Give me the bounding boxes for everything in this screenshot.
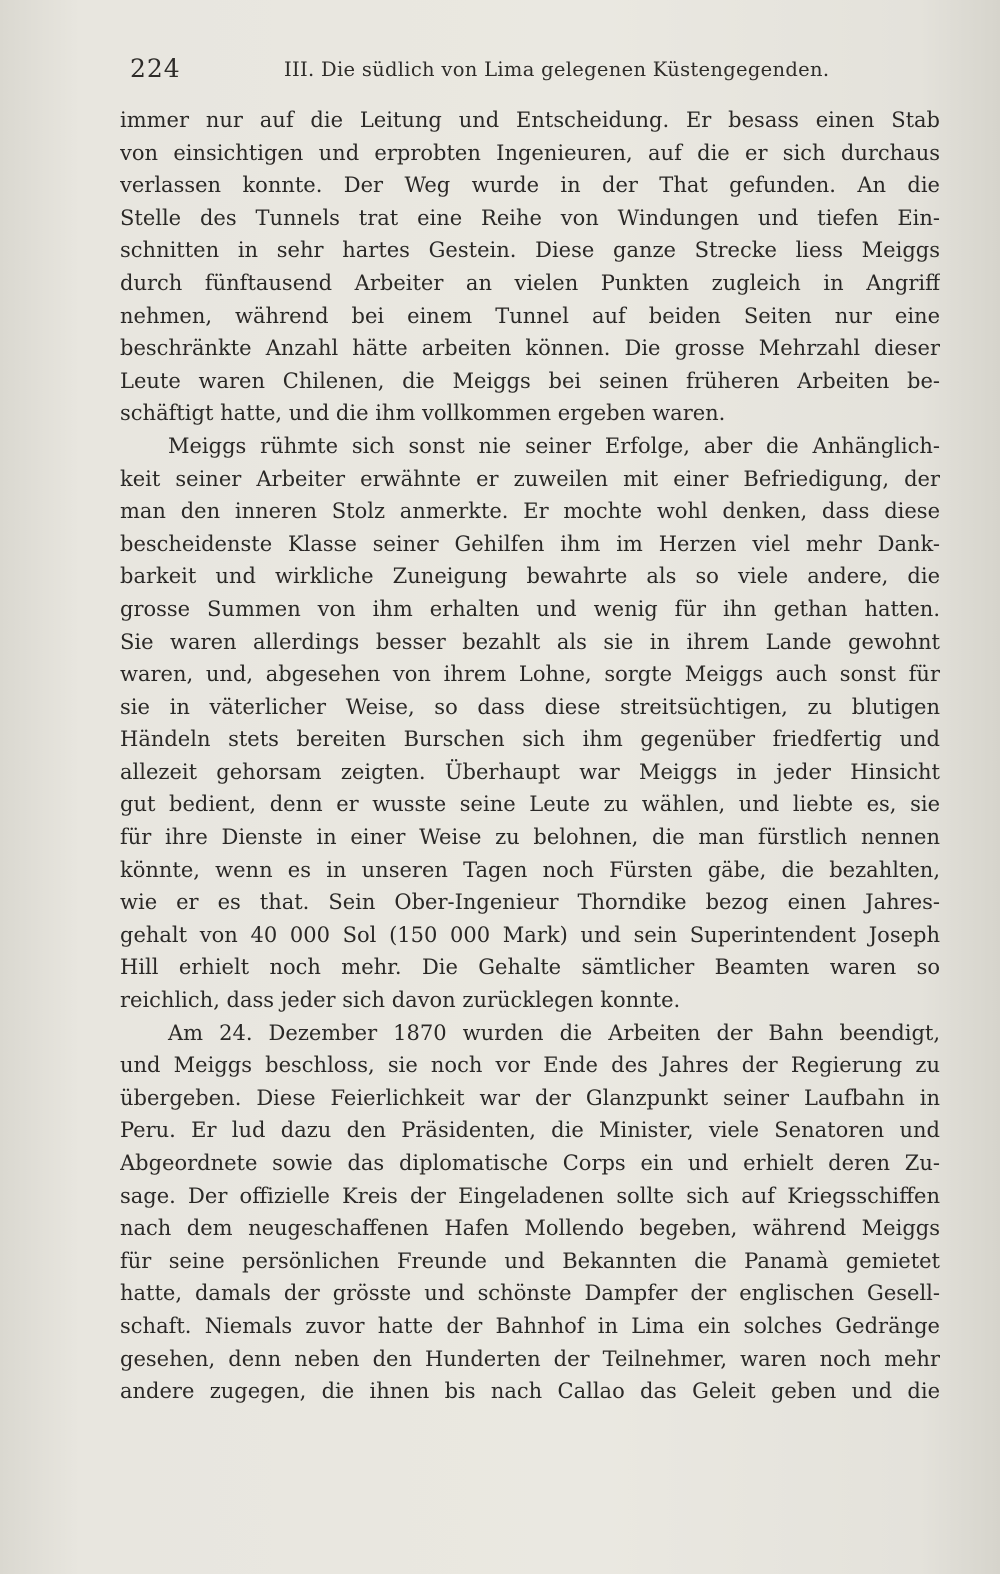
text-line: keit seiner Arbeiter erwähnte er zuweilen mit einer Befriedigung, der: [120, 466, 940, 491]
text-line: man den inneren Stolz anmerkte. Er mochte wohl denken, dass diese: [120, 499, 940, 524]
text-line: verlassen konnte. Der Weg wurde in der That gefunden. An die: [120, 173, 940, 198]
text-line: Sie waren allerdings besser bezahlt als sie in ihrem Lande gewohnt: [120, 629, 940, 654]
text-line: von einsichtigen und erprobten Ingenieuren, auf die er sich durchaus: [120, 140, 940, 165]
text-line: durch fünftausend Arbeiter an vielen Punkten zugleich in Angriff: [120, 270, 940, 295]
text-line: schnitten in sehr hartes Gestein. Diese ganze Strecke liess Meiggs: [120, 238, 940, 263]
text-line: barkeit und wirkliche Zuneigung bewahrte als so viele andere, die: [120, 564, 940, 589]
text-line: gehalt von 40 000 Sol (150 000 Mark) und sein Superintendent Joseph: [120, 922, 940, 947]
text-line: Abgeordnete sowie das diplomatische Corps ein und erhielt deren Zu-: [120, 1151, 940, 1175]
text-line: Peru. Er lud dazu den Präsidenten, die Minister, viele Senatoren und: [120, 1118, 940, 1143]
text-line: bescheidenste Klasse seiner Gehilfen ihm im Herzen viel mehr Dank-: [120, 531, 940, 556]
running-head: [130, 48, 830, 88]
text-line: gesehen, denn neben den Hunderten der Teilnehmer, waren noch mehr: [120, 1346, 940, 1371]
text-line: Am 24. Dezember 1870 wurden die Arbeiten der Bahn beendigt,: [168, 1020, 940, 1045]
text-line: Hill erhielt noch mehr. Die Gehalte sämtlicher Beamten waren so: [120, 955, 940, 980]
text-line: reichlich, dass jeder sich davon zurücklegen konnte.: [120, 988, 681, 1013]
text-line: grosse Summen von ihm erhalten und wenig für ihn gethan hatten.: [120, 596, 940, 621]
text-line: schaft. Niemals zuvor hatte der Bahnhof in Lima ein solches Gedränge: [120, 1313, 940, 1338]
text-line: könnte, wenn es in unseren Tagen noch Fürsten gäbe, die bezahlten,: [120, 857, 940, 882]
text-line: für seine persönlichen Freunde und Bekannten die Panamà gemietet: [120, 1248, 940, 1273]
text-line: Meiggs rühmte sich sonst nie seiner Erfolge, aber die Anhänglich-: [168, 433, 940, 458]
text-line: schäftigt hatte, und die ihm vollkommen ergeben waren.: [120, 401, 726, 426]
text-line: nehmen, während bei einem Tunnel auf beiden Seiten nur eine: [120, 303, 940, 328]
page-number: 224: [130, 54, 181, 83]
text-line: nach dem neugeschaffenen Hafen Mollendo begeben, während Meiggs: [120, 1216, 940, 1241]
text-line: beschränkte Anzahl hätte arbeiten können. Die grosse Mehrzahl dieser: [120, 336, 940, 361]
text-line: andere zugegen, die ihnen bis nach Callao das Geleit geben und die: [120, 1379, 940, 1404]
text-line: Händeln stets bereiten Burschen sich ihm gegenüber friedfertig und: [120, 727, 940, 752]
text-line: Stelle des Tunnels trat eine Reihe von Windungen und tiefen Ein-: [120, 205, 940, 230]
text-line: allezeit gehorsam zeigten. Überhaupt war Meiggs in jeder Hinsicht: [120, 759, 940, 784]
text-line: für ihre Dienste in einer Weise zu belohnen, die man fürstlich nennen: [120, 825, 940, 850]
text-line: gut bedient, denn er wusste seine Leute zu wählen, und liebte es, sie: [120, 792, 940, 817]
text-line: und Meiggs beschloss, sie noch vor Ende des Jahres der Regierung zu: [120, 1053, 940, 1078]
text-line: übergeben. Diese Feierlichkeit war der Glanzpunkt seiner Laufbahn in: [120, 1085, 940, 1110]
text-line: wie er es that. Sein Ober-Ingenieur Thorndike bezog einen Jahres-: [120, 890, 940, 915]
chapter-title: III. Die südlich von Lima gelegenen Küstengegenden.: [284, 58, 830, 81]
text-line: Leute waren Chilenen, die Meiggs bei seinen früheren Arbeiten be-: [120, 368, 940, 393]
text-line: waren, und, abgesehen von ihrem Lohne, sorgte Meiggs auch sonst für: [120, 662, 940, 687]
text-line: sie in väterlicher Weise, so dass diese streitsüchtigen, zu blutigen: [120, 694, 940, 719]
text-line: hatte, damals der grösste und schönste Dampfer der englischen Gesell-: [120, 1281, 940, 1306]
text-line: immer nur auf die Leitung und Entscheidung. Er besass einen Stab: [120, 108, 940, 132]
body-text: [120, 104, 940, 1408]
text-line: sage. Der offizielle Kreis der Eingeladenen sollte sich auf Kriegsschiffen: [120, 1183, 940, 1208]
